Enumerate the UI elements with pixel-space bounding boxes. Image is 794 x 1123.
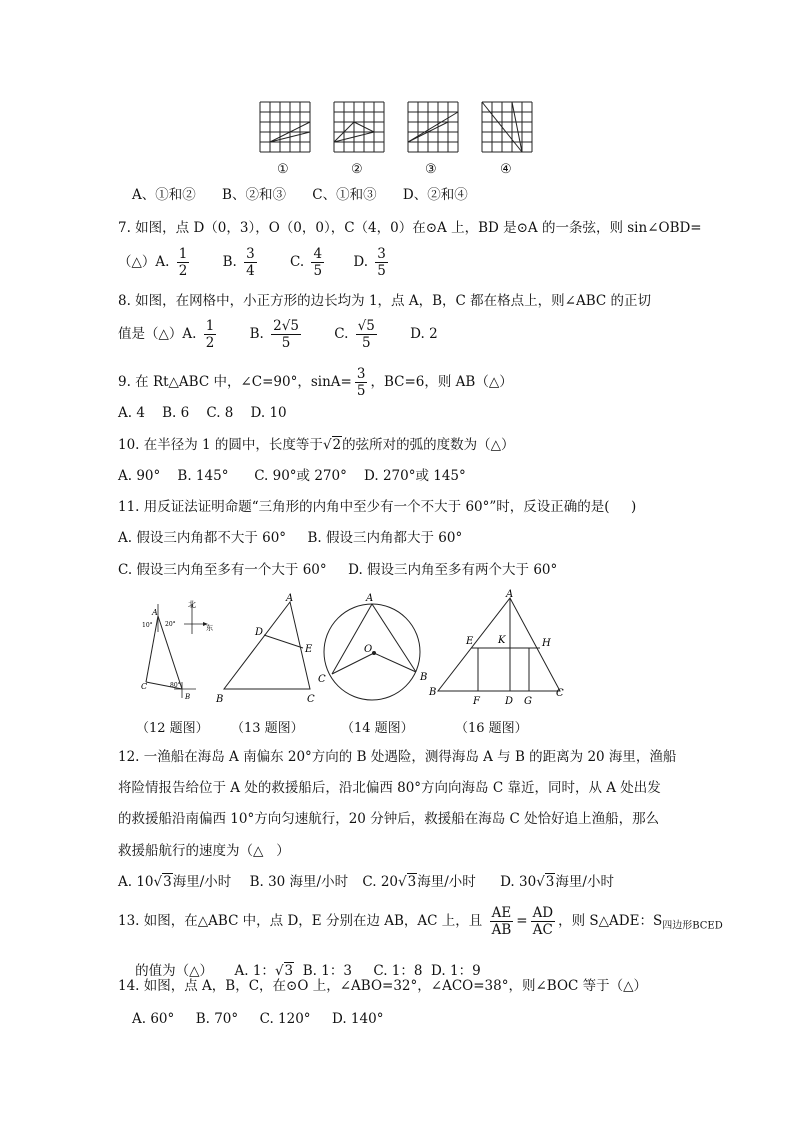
q13-stem-end: ，则 S△ADE：S xyxy=(558,913,663,929)
fig16-label-e: E xyxy=(466,636,474,647)
fig12-north: 北 xyxy=(188,600,196,609)
fig13-label-d: D xyxy=(255,627,264,638)
q12-line3: 的救援船沿南偏西 10°方向匀速航行，20 分钟后，救援船在海岛 C 处恰好追上渔船，那么 xyxy=(118,811,660,827)
fig12-label-a: A xyxy=(152,608,158,617)
q13-stem-start: 13. 如图，在△ABC 中，点 D，E 分别在边 AB，AC 上，且 xyxy=(118,913,483,929)
grid-figures xyxy=(250,96,550,156)
grid-figure-2 xyxy=(334,102,384,152)
figure-13 xyxy=(214,592,324,704)
q13-options-end: B. 1：3 C. 1：8 D. 1：9 xyxy=(294,963,481,979)
q6-option-d: D、②和④ xyxy=(402,187,468,203)
q7-option-b-fraction: $\frac{3}{4}$ xyxy=(246,246,255,279)
grid-label-2: ② xyxy=(351,162,363,177)
fig14-label-o: O xyxy=(364,644,373,655)
q8-option-c-label: C. xyxy=(334,326,349,342)
grid-figure-3 xyxy=(408,102,458,152)
grid-label-1: ① xyxy=(277,162,289,177)
fig16-label-k: K xyxy=(498,635,506,646)
q8-option-c-fraction: $\frac{√5}{5}$ xyxy=(357,318,375,351)
q11-line1: 11. 用反证法证明命题“三角形的内角中至少有一个不大于 60°”时，反设正确的是( ) xyxy=(118,499,637,515)
q7-option-b-label: B. xyxy=(222,254,237,270)
q7-option-d-fraction: $\frac{3}{5}$ xyxy=(377,246,386,279)
q8-prefix: 值是（△）A. xyxy=(118,326,197,342)
q10-stem-start: 10. 在半径为 1 的圆中，长度等于 xyxy=(118,437,323,453)
fig13-label-a: A xyxy=(286,593,294,604)
q6-options xyxy=(132,186,490,204)
q13-sqrt: √3 xyxy=(274,963,294,979)
q12-option-a: A. 10√3海里/小时 xyxy=(118,874,232,890)
figure-14 xyxy=(314,590,432,708)
fig12-label-b: B xyxy=(185,693,191,701)
figure-16 xyxy=(428,588,568,706)
q10-sqrt: √2 xyxy=(322,437,342,453)
q10-options: A. 90° B. 145° C. 90°或 270° D. 270°或 145° xyxy=(118,468,466,484)
q12-option-b: B. 30 海里/小时 xyxy=(249,874,349,890)
fig16-label-f: F xyxy=(473,696,480,706)
fig16-label-h: H xyxy=(542,638,551,649)
fig13-label-b: B xyxy=(216,694,224,704)
fig13-label-e: E xyxy=(305,644,313,655)
q6-option-b: B、②和③ xyxy=(222,187,286,203)
q13-line1 xyxy=(118,905,723,938)
q7-option-c-fraction: $\frac{4}{5}$ xyxy=(313,246,323,279)
figure-12 xyxy=(134,594,214,706)
q13-equals: = xyxy=(516,913,528,929)
fig12-label-c: C xyxy=(141,682,148,691)
q6-option-a: A、①和② xyxy=(132,187,196,203)
fig16-label-a: A xyxy=(506,589,514,600)
q8-line2 xyxy=(118,318,438,351)
fig12-deg10: 10° xyxy=(142,622,153,629)
fig16-label-g: G xyxy=(524,696,532,706)
q6-option-c: C、①和③ xyxy=(312,187,377,203)
q11-line3: C. 假设三内角至多有一个大于 60° D. 假设三内角至多有两个大于 60° xyxy=(118,562,558,578)
q8-line1: 8. 如图，在网格中，小正方形的边长均为 1，点 A，B，C 都在格点上，则∠ABC 的正切 xyxy=(118,293,651,309)
q7-line2 xyxy=(118,246,391,279)
fig16-label-c: C xyxy=(556,688,564,699)
fig12-east: 东 xyxy=(206,624,213,632)
fig16-label-b: B xyxy=(429,687,437,698)
q8-option-d: D. 2 xyxy=(410,326,438,342)
q7-prefix: （△）A. xyxy=(118,254,170,270)
fig12-deg80: 80° xyxy=(170,682,181,689)
q14-line1: 14. 如图，点 A，B，C，在⊙O 上，∠ABO=32°，∠ACO=38°，则∠BOC 等于（△） xyxy=(118,978,648,994)
q13-subscript: 四边形BCED xyxy=(662,920,723,932)
grid-figure-4 xyxy=(482,102,532,152)
fig14-label-b: B xyxy=(420,672,428,683)
q9-fraction: $\frac{3}{5}$ xyxy=(356,366,366,399)
q7-option-d-label: D. xyxy=(353,254,368,270)
q11-line2: A. 假设三内角都不大于 60° B. 假设三内角都大于 60° xyxy=(118,530,463,546)
q12-line2: 将险情报告给位于 A 处的救援船后，沿北偏西 80°方向向海岛 C 靠近，同时，从 A 处出发 xyxy=(118,780,661,796)
caption-fig12: （12 题图） xyxy=(136,721,209,736)
q7-option-c-label: C. xyxy=(290,254,305,270)
q8-option-b-label: B. xyxy=(249,326,264,342)
q8-option-a-fraction: $\frac{1}{2}$ xyxy=(205,318,215,351)
q13-fraction-1: $\frac{AE}{AB}$ xyxy=(491,905,512,938)
fig14-label-a: A xyxy=(366,593,374,604)
fig14-label-c: C xyxy=(318,674,326,685)
q12-line1: 12. 一渔船在海岛 A 南偏东 20°方向的 B 处遇险，测得海岛 A 与 B 的距离为 20 海里，渔船 xyxy=(118,749,677,765)
grid-label-3: ③ xyxy=(425,162,437,177)
q12-options xyxy=(118,873,614,891)
q13-options-start: 的值为（△） A. 1： xyxy=(135,963,275,979)
q10-line1 xyxy=(118,436,515,454)
caption-fig13: （13 题图） xyxy=(231,721,304,736)
q14-line2: A. 60° B. 70° C. 120° D. 140° xyxy=(132,1011,384,1027)
q9-options: A. 4 B. 6 C. 8 D. 10 xyxy=(118,405,287,421)
q10-stem-end: 的弦所对的弧的度数为（△） xyxy=(342,437,515,453)
grid-label-4: ④ xyxy=(500,162,512,177)
grid-figure-1 xyxy=(260,102,310,152)
fig13-label-c: C xyxy=(307,694,315,704)
q8-option-b-fraction: $\frac{2√5}{5}$ xyxy=(273,318,299,351)
q12-line4: 救援船航行的速度为（△ ） xyxy=(118,843,290,859)
fig16-label-d: D xyxy=(505,696,514,706)
q7-line1: 7. 如图，点 D（0，3），O（0，0），C（4，0）在⊙A 上，BD 是⊙A 的一条弦，则 sin∠OBD= xyxy=(118,220,702,236)
caption-fig14: （14 题图） xyxy=(341,721,414,736)
fig12-deg20: 20° xyxy=(165,621,176,628)
q9-stem-start: 9. 在 Rt△ABC 中，∠C=90°，sinA= xyxy=(118,374,352,390)
q9-stem-end: ，BC=6，则 AB（△） xyxy=(370,374,513,390)
q9-line1 xyxy=(118,366,513,399)
q7-option-a-fraction: $\frac{1}{2}$ xyxy=(178,246,188,279)
q13-fraction-2: $\frac{AD}{AC}$ xyxy=(532,905,554,938)
q12-option-d: D. 30√3海里/小时 xyxy=(500,874,614,890)
q12-option-c: C. 20√3海里/小时 xyxy=(362,874,476,890)
caption-fig16: （16 题图） xyxy=(455,721,528,736)
